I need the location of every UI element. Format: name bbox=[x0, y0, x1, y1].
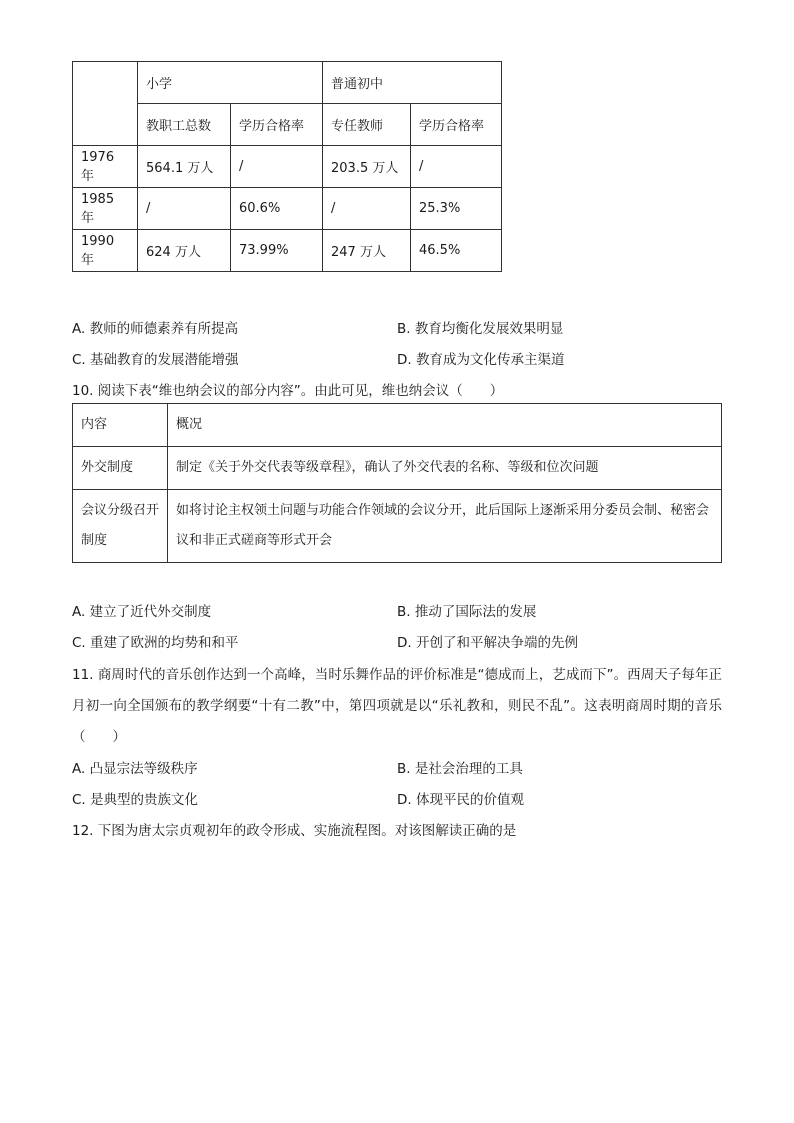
q10-option-d[interactable]: D. 开创了和平解决争端的先例 bbox=[397, 635, 578, 651]
label-cell: 外交制度 bbox=[73, 447, 168, 490]
data-cell: 25.3% bbox=[411, 188, 502, 230]
table-row bbox=[73, 447, 722, 490]
data-cell: 247 万人 bbox=[323, 230, 411, 272]
q11-option-b[interactable]: B. 是社会治理的工具 bbox=[397, 761, 523, 777]
q9-option-b[interactable]: B. 教育均衡化发展效果明显 bbox=[397, 321, 564, 337]
data-cell: / bbox=[138, 188, 231, 230]
q10-option-c[interactable]: C. 重建了欧洲的均势和和平 bbox=[72, 635, 239, 651]
subheader-cell: 专任教师 bbox=[323, 104, 411, 146]
subheader-cell: 学历合格率 bbox=[231, 104, 323, 146]
table-row bbox=[73, 188, 502, 230]
teacher-statistics-table bbox=[72, 61, 502, 272]
q11-stem: 11. 商周时代的音乐创作达到一个高峰，当时乐舞作品的评价标准是“德成而上，艺成而下”。西周天子每年正月初一向全国颁布的教学纲要“十有二教”中，第四项就是以“乐礼教和，则民不乱”。这表明商周时期的音乐（ ） bbox=[72, 667, 722, 745]
q10-option-b[interactable]: B. 推动了国际法的发展 bbox=[397, 604, 537, 620]
q10-stem: 10. 阅读下表“维也纳会议的部分内容”。由此可见，维也纳会议（ ） bbox=[72, 383, 504, 399]
data-cell: 73.99% bbox=[231, 230, 323, 272]
year-cell: 1976 年 bbox=[73, 146, 138, 188]
data-cell: / bbox=[323, 188, 411, 230]
q9-option-d[interactable]: D. 教育成为文化传承主渠道 bbox=[397, 352, 565, 368]
data-cell: 46.5% bbox=[411, 230, 502, 272]
table-row bbox=[73, 146, 502, 188]
header-cell: 内容 bbox=[73, 404, 168, 447]
table-row bbox=[73, 490, 722, 563]
table-corner-cell bbox=[73, 62, 138, 146]
q10-option-a[interactable]: A. 建立了近代外交制度 bbox=[72, 604, 212, 620]
data-cell: / bbox=[231, 146, 323, 188]
header-primary-school: 小学 bbox=[138, 62, 323, 104]
q9-option-c[interactable]: C. 基础教育的发展潜能增强 bbox=[72, 352, 239, 368]
vienna-congress-table bbox=[72, 403, 722, 563]
q12-stem: 12. 下图为唐太宗贞观初年的政令形成、实施流程图。对该图解读正确的是 bbox=[72, 823, 517, 839]
text-cell: 如将讨论主权领土问题与功能合作领域的会议分开，此后国际上逐渐采用分委员会制、秘密会议和非正式磋商等形式开会 bbox=[168, 490, 722, 563]
q9-option-a[interactable]: A. 教师的师德素养有所提高 bbox=[72, 321, 239, 337]
label-cell: 会议分级召开制度 bbox=[73, 490, 168, 563]
data-cell: 60.6% bbox=[231, 188, 323, 230]
data-cell: 564.1 万人 bbox=[138, 146, 231, 188]
table-row bbox=[73, 230, 502, 272]
q11-option-d[interactable]: D. 体现平民的价值观 bbox=[397, 792, 524, 808]
data-cell: / bbox=[411, 146, 502, 188]
q11-option-c[interactable]: C. 是典型的贵族文化 bbox=[72, 792, 199, 808]
data-cell: 203.5 万人 bbox=[323, 146, 411, 188]
subheader-cell: 教职工总数 bbox=[138, 104, 231, 146]
q11-option-a[interactable]: A. 凸显宗法等级秩序 bbox=[72, 761, 198, 777]
subheader-cell: 学历合格率 bbox=[411, 104, 502, 146]
text-cell: 制定《关于外交代表等级章程》，确认了外交代表的名称、等级和位次问题 bbox=[168, 447, 722, 490]
year-cell: 1990 年 bbox=[73, 230, 138, 272]
header-middle-school: 普通初中 bbox=[323, 62, 502, 104]
header-cell: 概况 bbox=[168, 404, 722, 447]
data-cell: 624 万人 bbox=[138, 230, 231, 272]
year-cell: 1985 年 bbox=[73, 188, 138, 230]
table-row bbox=[73, 404, 722, 447]
